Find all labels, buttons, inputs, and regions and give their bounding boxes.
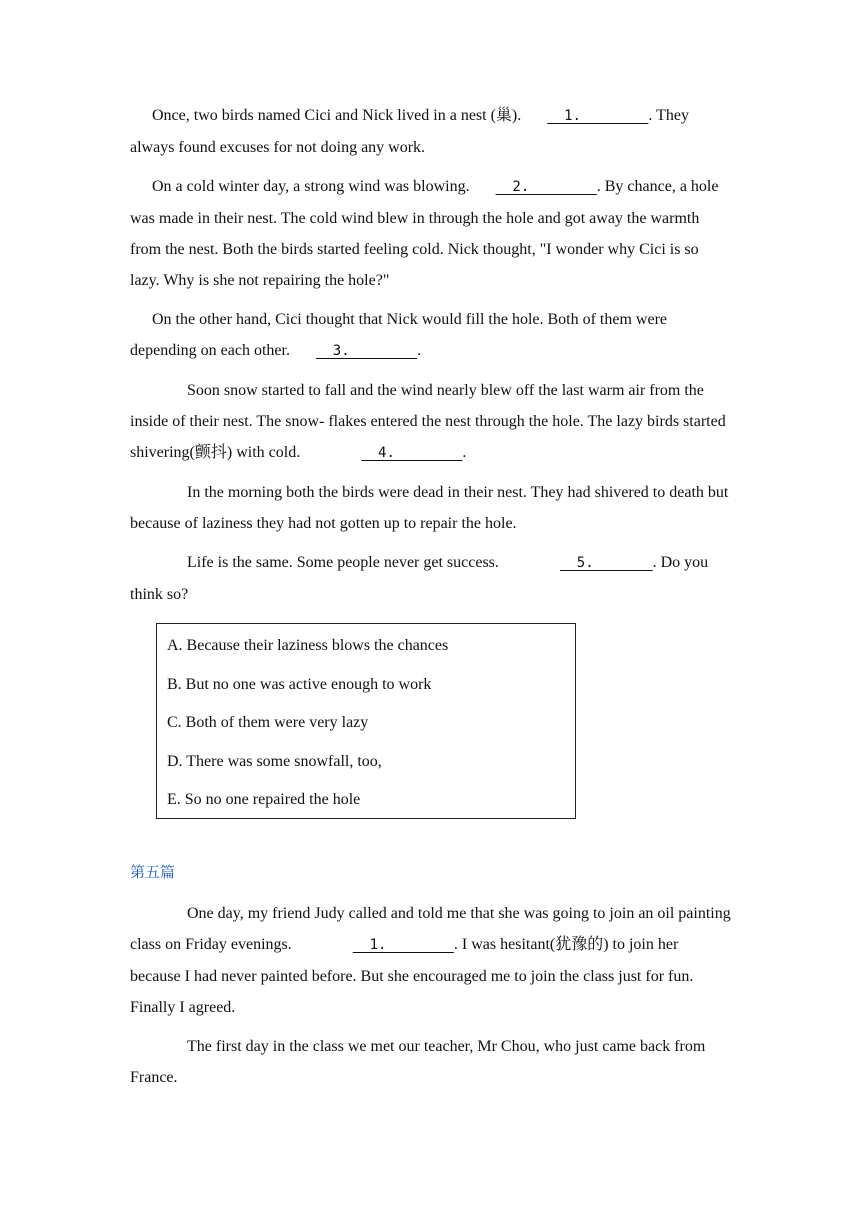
passage4-paragraph-2: On a cold winter day, a strong wind was blowing. 2. . By chance, a hole was made in their nest. The cold wind blew in through the hole and got away the warmth from the nest. Both the birds started feeling cold. Nick thought, "I wonder why Cici is so lazy. Why is she not repairing the hole?" [130, 171, 732, 296]
option-a: A. Because their laziness blows the chances [167, 637, 449, 654]
passage4-paragraph-4: Soon snow started to fall and the wind nearly blew off the last warm air from the inside of their nest. The snow- flakes entered the nest through the hole. The lazy birds started shivering(颤抖) with cold. 4. . [130, 375, 732, 469]
passage-5 [130, 898, 732, 1101]
blank-2[interactable]: 2. [495, 179, 597, 195]
option-c: C. Both of them were very lazy [167, 714, 369, 731]
option-e: E. So no one repaired the hole [167, 791, 361, 808]
passage4-paragraph-6: Life is the same. Some people never get success. 5. . Do you think so? [130, 547, 732, 610]
passage5-paragraph-1: One day, my friend Judy called and told me that she was going to join an oil painting class on Friday evenings. 1. . I was hesitant(犹豫的) to join her because I had never painted before. But she encouraged me to join the class just for fun. Finally I agreed. [130, 905, 731, 1016]
section-title: 第五篇 [130, 863, 176, 881]
blank-3[interactable]: 3. [315, 343, 418, 359]
options-box [156, 623, 576, 819]
passage4-paragraph-5: In the morning both the birds were dead in their nest. They had shivered to death but because of laziness they had not gotten up to repair the hole. [130, 484, 729, 532]
blank-1[interactable]: 1. [547, 108, 649, 124]
passage5-paragraph-2: The first day in the class we met our teacher, Mr Chou, who just came back from France. [130, 1038, 706, 1086]
passage-4 [130, 100, 732, 618]
passage4-paragraph-1: Once, two birds named Cici and Nick lived in a nest (巢). 1. . They always found excuses for not doing any work. [130, 100, 732, 163]
blank-4[interactable]: 4. [361, 445, 463, 461]
passage4-paragraph-3: On the other hand, Cici thought that Nick would fill the hole. Both of them were depending on each other. 3. . [130, 304, 732, 367]
option-b: B. But no one was active enough to work [167, 675, 432, 693]
blank-5[interactable]: 5. [559, 555, 653, 571]
option-d: D. There was some snowfall, too, [167, 752, 382, 770]
passage5-blank-1[interactable]: 1. [352, 937, 454, 953]
